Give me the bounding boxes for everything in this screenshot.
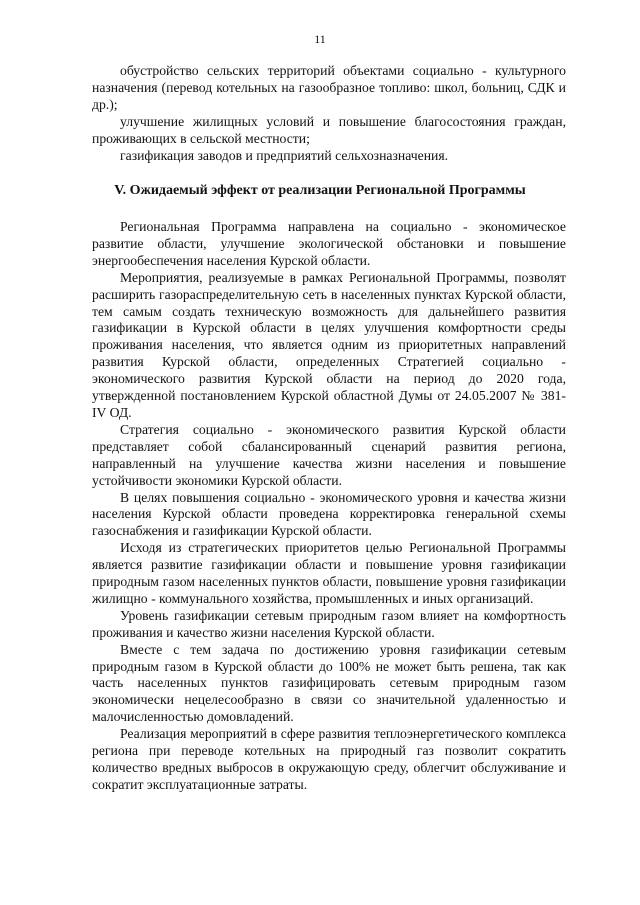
section-heading: V. Ожидаемый эффект от реализации Региональной Программы	[114, 183, 526, 198]
paragraph: Исходя из стратегических приоритетов целью Региональной Программы является развитие газификации области и повышение уровня газификации природным газом населенных пунктов области, повышение уровня газификации жилищно - коммунального хозяйства, промышленных и иных организаций.	[92, 540, 566, 606]
paragraph: Региональная Программа направлена на социально - экономическое развитие области, улучшение экологической обстановки и повышение энергообеспечения населения Курской области.	[92, 219, 566, 268]
paragraph: Реализация мероприятий в сфере развития теплоэнергетического комплекса региона при переводе котельных на природный газ позволит сократить количество вредных выбросов в окружающую среду, облегчит обслуживание и сократит эксплуатационные затраты.	[92, 726, 566, 792]
body-text-block	[92, 219, 566, 794]
paragraph: Мероприятия, реализуемые в рамках Региональной Программы, позволят расширить газораспределительную сеть в населенных пунктах Курской области, тем самым создать техническую возможность для дальнейшего развития газификации в Курской области в целях улучшения комфортности среды проживания населения, что является одним из приоритетных направлений развития Курской области, определенных Стратегией социально - экономического развития Курской области на период до 2020 года, утвержденной постановлением Курской областной Думы от 24.05.2007 № 381-IV ОД.	[92, 269, 566, 420]
top-text-block	[92, 63, 566, 164]
paragraph: В целях повышения социально - экономического уровня и качества жизни населения Курской области проведена корректировка генеральной схемы газоснабжения и газификации Курской области.	[92, 489, 566, 539]
list-item: улучшение жилищных условий и повышение благосостояния граждан, проживающих в сельской местности;	[92, 113, 566, 146]
paragraph: Уровень газификации сетевым природным газом влияет на комфортность проживания и качество жизни населения Курской области.	[92, 607, 566, 640]
list-item: газификация заводов и предприятий сельхозназначения.	[120, 147, 449, 163]
list-item: обустройство сельских территорий объектами социально - культурного назначения (перевод котельных на газообразное топливо: школ, больниц, СДК и др.);	[92, 63, 566, 112]
paragraph: Стратегия социально - экономического развития Курской области представляет собой сбалансированный сценарий развития региона, направленный на улучшение качества жизни населения и повышение устойчивости экономики Курской области.	[92, 421, 566, 488]
page-number: 11	[314, 32, 326, 46]
paragraph: Вместе с тем задача по достижению уровня газификации сетевым природным газом в Курской области до 100% не может быть решена, так как часть населенных пунктов газифицировать сетевым природным газом экономически нецелесообразно в связи со значительной удаленностью и малочисленностью домовладений.	[92, 641, 566, 725]
